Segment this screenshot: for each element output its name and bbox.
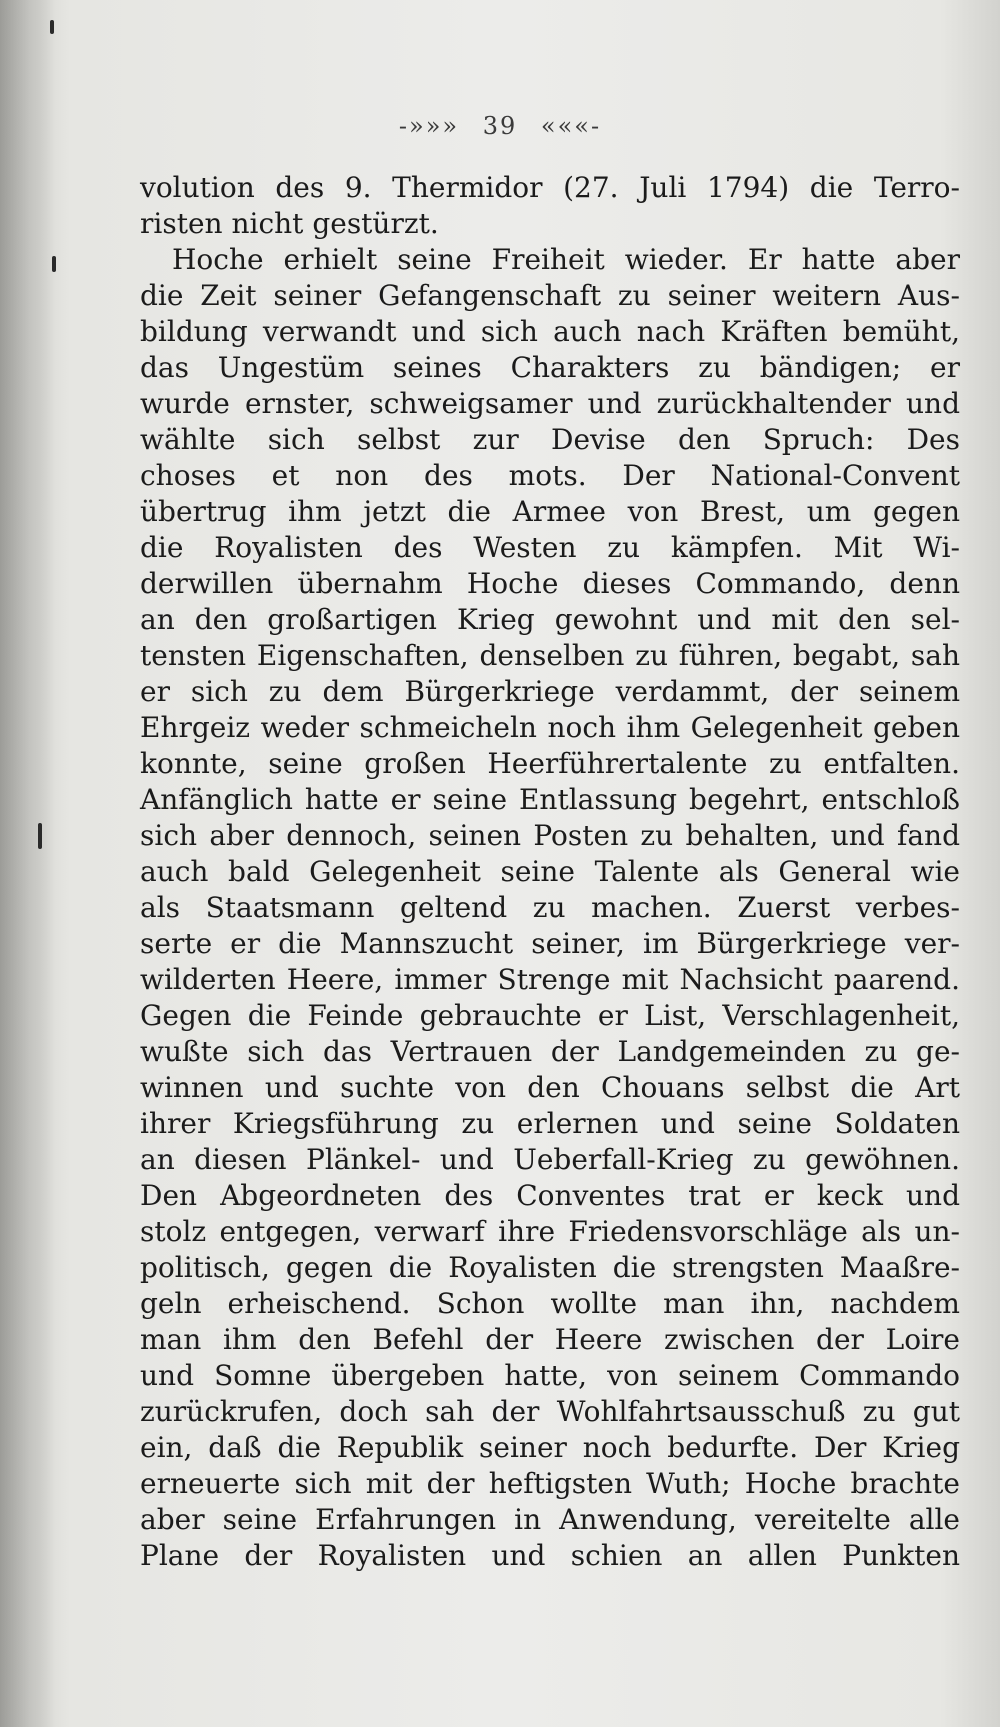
text-line: wilderten Heere, immer Strenge mit Nachsicht paarend. [140, 963, 960, 996]
text-line: politisch, gegen die Royalisten die strengsten Maaßre- [140, 1251, 960, 1284]
margin-mark [38, 823, 42, 849]
text-line: man ihm den Befehl der Heere zwischen der Loire [140, 1323, 960, 1356]
text-line: wußte sich das Vertrauen der Landgemeinden zu ge- [140, 1035, 960, 1068]
text-line: ihrer Kriegsführung zu erlernen und seine Soldaten [140, 1107, 960, 1140]
page-number-header [0, 112, 1000, 140]
text-line: tensten Eigenschaften, denselben zu führen, begabt, sah [140, 639, 960, 672]
text-line: ein, daß die Republik seiner noch bedurfte. Der Krieg [140, 1431, 960, 1464]
text-line: Den Abgeordneten des Conventes trat er keck und [140, 1179, 960, 1212]
text-line: derwillen übernahm Hoche dieses Commando, denn [140, 567, 960, 600]
text-line: aber seine Erfahrungen in Anwendung, vereitelte alle [140, 1503, 960, 1536]
text-line: er sich zu dem Bürgerkriege verdammt, der seinem [140, 675, 960, 708]
text-line: winnen und suchte von den Chouans selbst die Art [140, 1071, 960, 1104]
text-line: stolz entgegen, verwarf ihre Friedensvorschläge als un- [140, 1215, 960, 1248]
text-line: Plane der Royalisten und schien an allen Punkten [140, 1539, 960, 1572]
text-line: als Staatsmann geltend zu machen. Zuerst verbes- [140, 891, 960, 924]
text-line: an diesen Plänkel- und Ueberfall-Krieg zu gewöhnen. [140, 1143, 960, 1176]
page-binding-shadow [0, 0, 55, 1727]
text-line: und Somne übergeben hatte, von seinem Commando [140, 1359, 960, 1392]
text-line: choses et non des mots. Der National-Convent [140, 459, 960, 492]
body-text [140, 170, 960, 1574]
text-line: Anfänglich hatte er seine Entlassung begehrt, entschloß [140, 783, 960, 816]
text-line: wählte sich selbst zur Devise den Spruch: Des [140, 423, 960, 456]
text-line: wurde ernster, schweigsamer und zurückhaltender und [140, 387, 960, 420]
text-line: volution des 9. Thermidor (27. Juli 1794) die Terro- [140, 171, 960, 204]
ornament-left: -»»» [398, 112, 460, 140]
text-line: die Royalisten des Westen zu kämpfen. Mit Wi- [140, 531, 960, 564]
text-line: geln erheischend. Schon wollte man ihn, nachdem [140, 1287, 960, 1320]
text-line: zurückrufen, doch sah der Wohlfahrtsausschuß zu gut [140, 1395, 960, 1428]
margin-mark [52, 256, 56, 272]
text-line: konnte, seine großen Heerführertalente zu entfalten. [140, 747, 960, 780]
text-line: bildung verwandt und sich auch nach Kräften bemüht, [140, 315, 960, 348]
text-line: auch bald Gelegenheit seine Talente als General wie [140, 855, 960, 888]
text-line: übertrug ihm jetzt die Armee von Brest, um gegen [140, 495, 960, 528]
page-number: 39 [482, 112, 518, 140]
text-line: Ehrgeiz weder schmeicheln noch ihm Gelegenheit geben [140, 711, 960, 744]
text-line: sich aber dennoch, seinen Posten zu behalten, und fand [140, 819, 960, 852]
margin-mark [50, 20, 54, 34]
text-line: serte er die Mannszucht seiner, im Bürgerkriege ver- [140, 927, 960, 960]
text-line: Gegen die Feinde gebrauchte er List, Verschlagenheit, [140, 999, 960, 1032]
text-line: an den großartigen Krieg gewohnt und mit den sel- [140, 603, 960, 636]
text-line: erneuerte sich mit der heftigsten Wuth; Hoche brachte [140, 1467, 960, 1500]
text-line: die Zeit seiner Gefangenschaft zu seiner weitern Aus- [140, 279, 960, 312]
text-line: das Ungestüm seines Charakters zu bändigen; er [140, 351, 960, 384]
ornament-right: «««- [540, 112, 602, 140]
text-line: risten nicht gestürzt. [140, 207, 439, 240]
text-line: Hoche erhielt seine Freiheit wieder. Er hatte aber [172, 243, 960, 276]
